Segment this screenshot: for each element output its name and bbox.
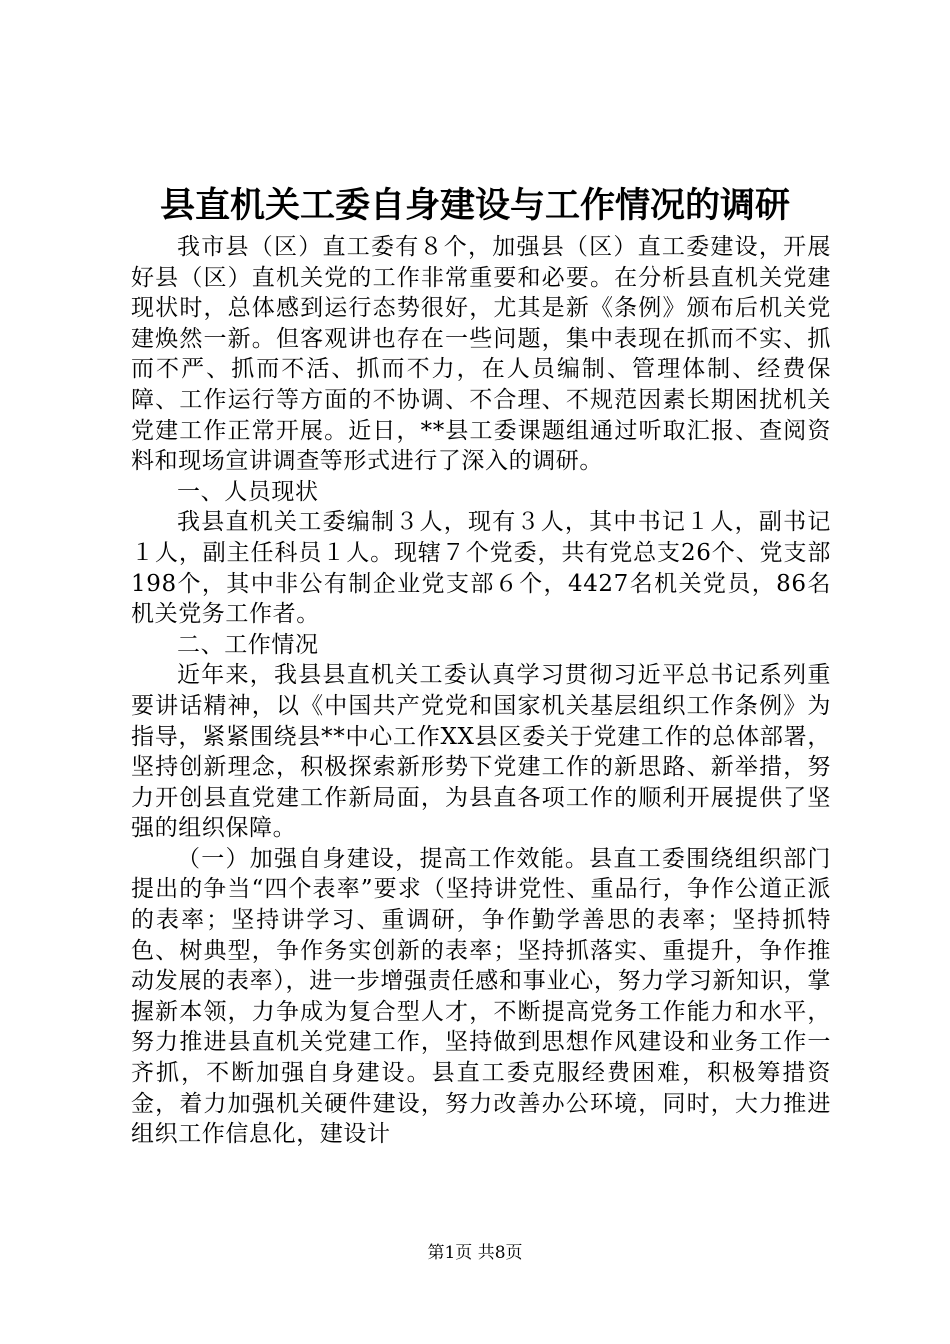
section-heading-personnel: 一、人员现状 (177, 478, 319, 505)
paragraph-intro: 我市县（区）直工委有８个，加强县（区）直工委建设，开展好县（区）直机关党的工作非常重要和必要。在分析县直机关党建现状时，总体感到运行态势很好，尤其是新《条例》颁布后机关党建焕然一新。但客观讲也存在一些问题，集中表现在抓而不实、抓而不严、抓而不活、抓而不力，在人员编制、管理体制、经费保障、工作运行等方面的不协调、不合理、不规范因素长期困扰机关党建工作正常开展。近日，**县工委课题组通过听取汇报、查阅资料和现场宣讲调查等形式进行了深入的调研。 (131, 234, 831, 475)
section-heading-work: 二、工作情况 (177, 631, 319, 658)
page-number-footer: 第1页 共8页 (427, 1243, 523, 1263)
paragraph-personnel: 我县直机关工委编制３人，现有３人，其中书记１人，副书记１人，副主任科员１人。现辖７个党委，共有党总支26个、党支部198个，其中非公有制企业党支部６个，4427名机关党员，86名机关党务工作者。 (131, 509, 831, 628)
document-body (131, 232, 831, 1150)
document-title: 县直机关工委自身建设与工作情况的调研 (159, 185, 790, 226)
paragraph-work: 近年来，我县县直机关工委认真学习贯彻习近平总书记系列重要讲话精神，以《中国共产党党和国家机关基层组织工作条例》为指导，紧紧围绕县**中心工作XX县区委关于党建工作的总体部署，坚持创新理念，积极探索新形势下党建工作的新思路、新举措，努力开创县直党建工作新局面，为县直各项工作的顺利开展提供了坚强的组织保障。 (131, 662, 831, 842)
paragraph-self-building: （一）加强自身建设，提高工作效能。县直工委围绕组织部门提出的争当“四个表率”要求（坚持讲党性、重品行，争作公道正派的表率；坚持讲学习、重调研，争作勤学善思的表率；坚持抓特色、树典型，争作务实创新的表率；坚持抓落实、重提升，争作推动发展的表率），进一步增强责任感和事业心，努力学习新知识，掌握新本领，力争成为复合型人才，不断提高党务工作能力和水平，努力推进县直机关党建工作，坚持做到思想作风建设和业务工作一齐抓，不断加强自身建设。县直工委克服经费困难，积极筹措资金，着力加强机关硬件建设，努力改善办公环境，同时，大力推进组织工作信息化，建设计 (131, 845, 831, 1148)
